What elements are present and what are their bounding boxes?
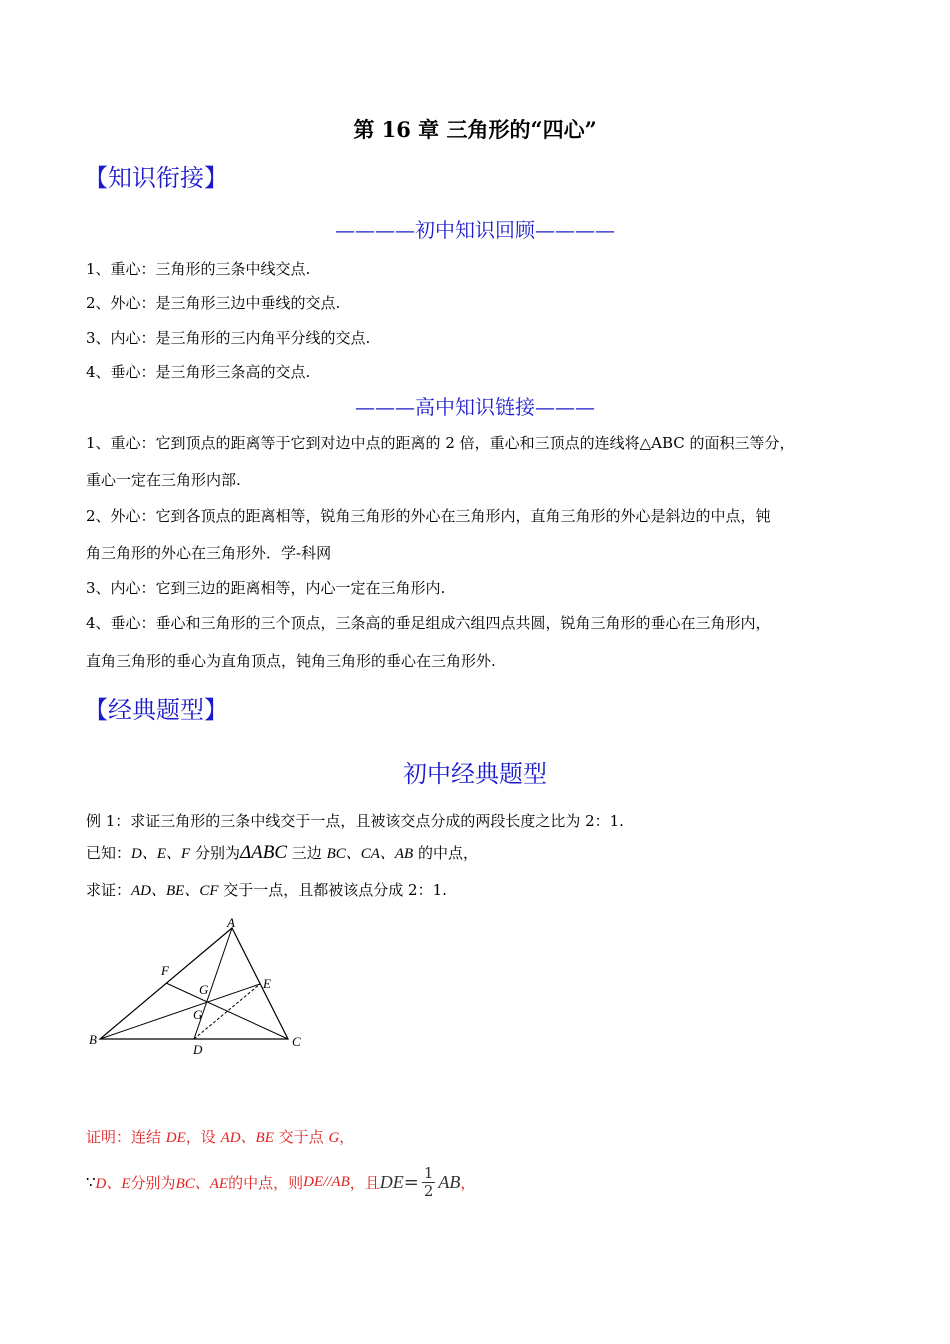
equation-rhs: AB — [438, 1171, 461, 1192]
label-a: A — [227, 915, 235, 930]
equation-lhs: DE — [379, 1171, 404, 1192]
proof2-de: D、E — [95, 1175, 131, 1192]
known-triangle: ΔABC — [239, 842, 288, 863]
because-symbol: ∵ — [86, 1173, 96, 1191]
example-prove — [86, 879, 447, 900]
label-d: D — [193, 1042, 203, 1057]
proof2-mid: 分别为 — [130, 1173, 176, 1192]
example-statement: 例 1：求证三角形的三条中线交于一点，且被该交点分成的两段长度之比为 2：1. — [86, 812, 624, 830]
known-points: D、E、F — [131, 846, 191, 862]
proof2-mid2: 的中点，则 — [228, 1173, 304, 1192]
triangle-abc — [100, 928, 288, 1039]
classic-heading: 初中经典题型 — [403, 760, 547, 788]
proof-prefix: 证明：连结 — [86, 1128, 166, 1146]
link-line: 重心一定在三角形内部. — [86, 471, 241, 489]
link-line: 3、内心：它到三边的距离相等，内心一定在三角形内. — [86, 579, 446, 597]
proof-line-2 — [86, 1160, 475, 1204]
proof-mid: ，设 — [185, 1128, 221, 1146]
link-banner: ———高中知识链接——— — [355, 395, 595, 419]
known-mid: 分别为 — [190, 844, 240, 862]
proof-g: G — [328, 1130, 340, 1146]
equation-equals: = — [403, 1171, 419, 1193]
label-f: F — [161, 963, 169, 978]
example-known — [86, 842, 478, 864]
review-item: 1、重心：三角形的三条中线交点. — [86, 260, 311, 278]
prove-suffix: 交于一点，且都被该点分成 2：1. — [218, 881, 447, 899]
page-title: 第 16 章 三角形的“四心” — [353, 117, 597, 142]
prove-prefix: 求证： — [86, 881, 132, 899]
link-line: 2、外心：它到各顶点的距离相等，锐角三角形的外心在三角形内，直角三角形的外心是斜边的中点，钝 — [86, 507, 771, 525]
link-line: 角三角形的外心在三角形外．学-科网 — [86, 544, 332, 562]
proof-mid2: 交于点 — [273, 1128, 329, 1146]
proof2-mid3: ，且 — [349, 1173, 380, 1192]
review-item: 2、外心：是三角形三边中垂线的交点. — [86, 294, 341, 312]
section-heading-knowledge: 【知识衔接】 — [84, 164, 228, 192]
label-g-upper: G — [199, 982, 209, 997]
triangle-medians-figure — [80, 912, 320, 1062]
proof-end: ， — [339, 1128, 355, 1146]
proof-de: DE — [165, 1130, 186, 1146]
median-be — [100, 984, 260, 1039]
fraction-denominator: 2 — [423, 1181, 434, 1200]
section-heading-classic: 【经典题型】 — [84, 696, 228, 724]
proof-lines: AD、BE — [220, 1130, 274, 1146]
known-prefix: 已知： — [86, 844, 132, 862]
link-line: 4、垂心：垂心和三角形的三个顶点，三条高的垂足组成六组四点共圆，锐角三角形的垂心在三角形内， — [86, 614, 771, 632]
review-item: 4、垂心：是三角形三条高的交点. — [86, 363, 311, 381]
known-sides-pre: 三边 — [287, 844, 327, 862]
proof2-sides: BC、AE — [175, 1175, 229, 1192]
fraction-numerator: 1 — [423, 1163, 434, 1182]
label-b: B — [89, 1032, 97, 1047]
median-cf — [166, 983, 288, 1039]
known-sides: BC、CA、AB — [326, 846, 414, 862]
known-suffix: 的中点， — [413, 844, 479, 862]
link-line: 1、重心：它到顶点的距离等于它到对边中点的距离的 2 倍，重心和三顶点的连线将△ABC 的面积三等分， — [86, 434, 795, 452]
label-e: E — [263, 976, 271, 991]
proof-line-1 — [86, 1126, 354, 1147]
label-g-lower: G — [193, 1007, 203, 1022]
review-banner: ————初中知识回顾———— — [335, 218, 615, 242]
proof2-end: ， — [460, 1173, 476, 1192]
label-c: C — [292, 1034, 301, 1049]
proof2-parallel: DE//AB — [303, 1173, 350, 1190]
prove-lines: AD、BE、CF — [131, 883, 219, 899]
link-line: 直角三角形的垂心为直角顶点，钝角三角形的垂心在三角形外. — [86, 652, 496, 670]
review-item: 3、内心：是三角形的三内角平分线的交点. — [86, 329, 371, 347]
fraction-one-half — [422, 1165, 436, 1200]
